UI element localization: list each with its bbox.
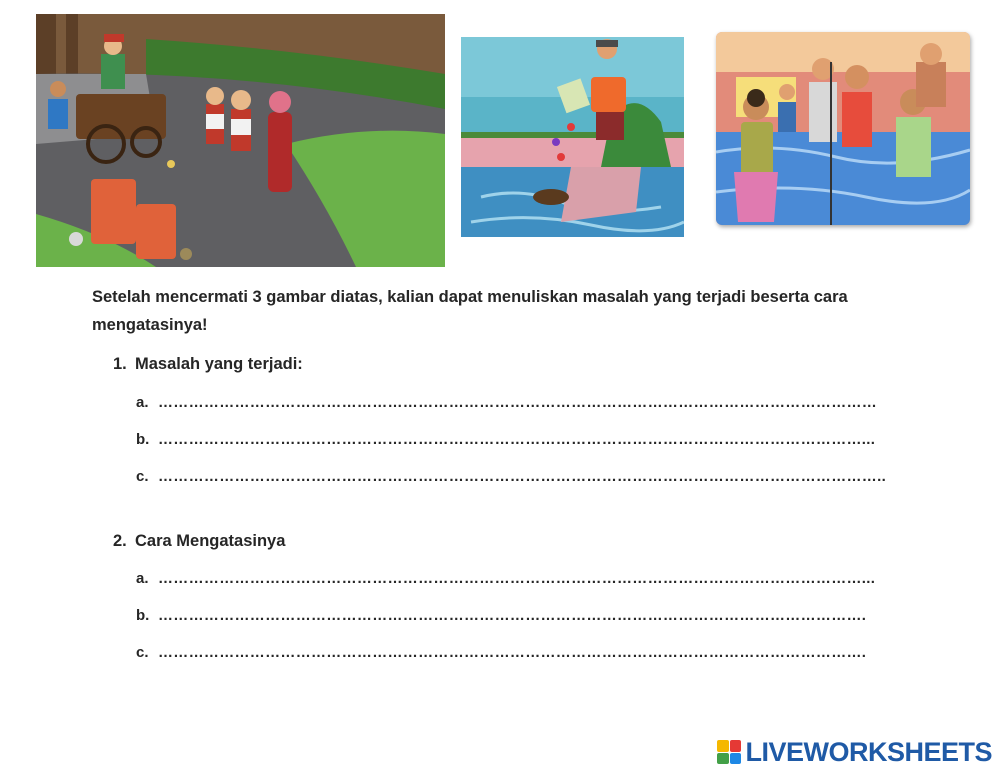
item-letter: a. — [136, 394, 149, 411]
liveworksheets-logo-icon — [717, 740, 741, 764]
answer-line-1a[interactable] — [136, 394, 877, 411]
street-litter-icon — [36, 14, 445, 267]
question-number: 1. — [113, 355, 127, 373]
river-dumping-image — [461, 37, 684, 237]
answer-blank[interactable]: …………………………………………………………………………………………………………………………... — [158, 570, 876, 587]
flood-image — [716, 32, 970, 225]
item-letter: b. — [136, 431, 150, 448]
answer-line-1c[interactable] — [136, 468, 886, 485]
river-dumping-icon — [461, 37, 684, 237]
item-letter: a. — [136, 570, 149, 587]
answer-blank[interactable]: …………………………………………………………………………………………………………………………….. — [158, 468, 887, 485]
answer-blank[interactable]: …………………………………………………………………………………………………………………………... — [158, 431, 876, 448]
answer-line-2b[interactable] — [136, 607, 866, 624]
instruction-text: Setelah mencermati 3 gambar diatas, kalian dapat menuliskan masalah yang terjadi beserta cara mengatasinya! — [92, 288, 848, 334]
answer-blank[interactable]: …………………………………………………………………………………………………………………………. — [158, 607, 867, 624]
question-title: Cara Mengatasinya — [135, 532, 286, 550]
answer-blank[interactable]: …………………………………………………………………………………………………………………………. — [158, 644, 867, 661]
answer-line-2c[interactable] — [136, 644, 866, 661]
answer-line-2a[interactable] — [136, 570, 875, 587]
flood-icon — [716, 32, 970, 225]
question-title: Masalah yang terjadi: — [135, 355, 303, 373]
item-letter: c. — [136, 468, 149, 485]
question-1-heading — [113, 355, 303, 374]
liveworksheets-brand — [717, 736, 992, 768]
question-number: 2. — [113, 532, 127, 550]
answer-line-1b[interactable] — [136, 431, 875, 448]
question-2-heading — [113, 532, 285, 551]
item-letter: b. — [136, 607, 150, 624]
street-litter-image — [36, 14, 445, 267]
item-letter: c. — [136, 644, 149, 661]
brand-name: LIVEWORKSHEETS — [745, 736, 992, 767]
answer-blank[interactable]: …………………………………………………………………………………………………………………………… — [158, 394, 878, 411]
